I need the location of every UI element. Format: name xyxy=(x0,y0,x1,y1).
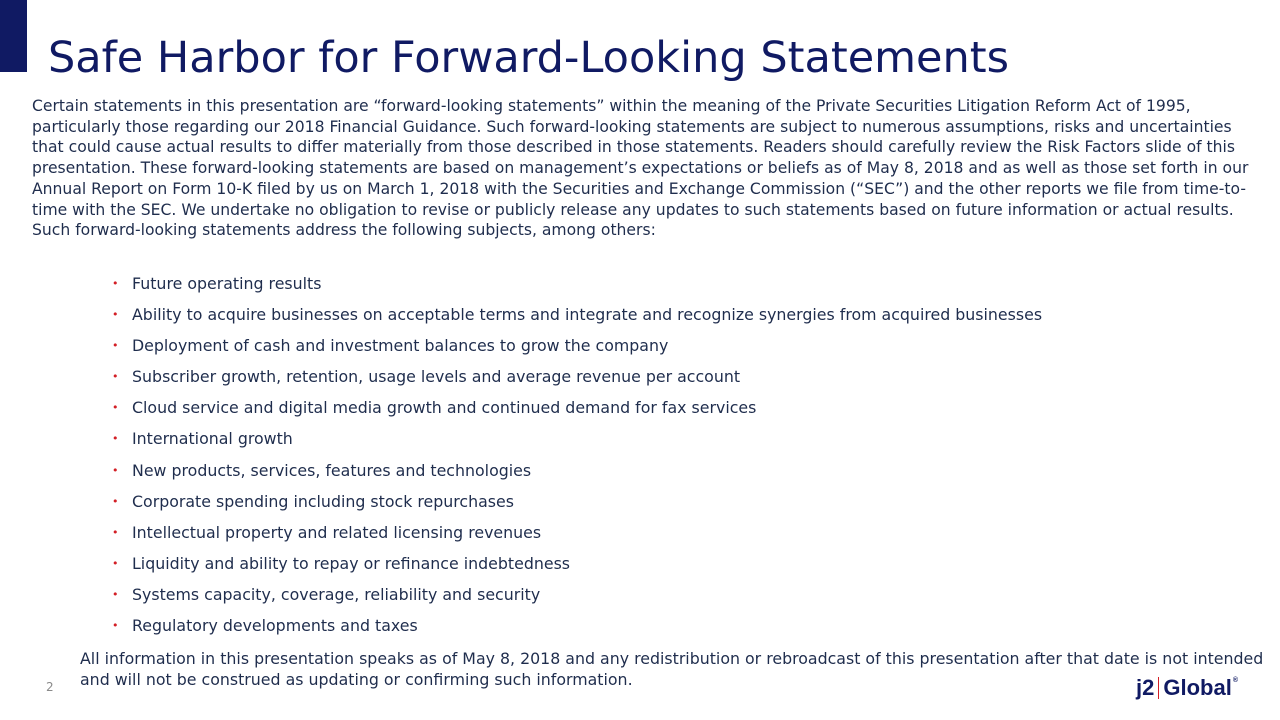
closing-paragraph: All information in this presentation speaks as of May 8, 2018 and any redistribution or rebroadcast of this presentation after that date is not intended and will not be construed as updating or confirming such information. xyxy=(80,649,1264,689)
j2-global-logo xyxy=(1136,674,1251,702)
list-item-text: International growth xyxy=(132,429,293,449)
list-item xyxy=(112,423,1042,454)
bullet-icon: • xyxy=(112,463,119,477)
list-item xyxy=(112,486,1042,517)
list-item xyxy=(112,299,1042,330)
bullet-icon: • xyxy=(112,308,119,322)
bullet-icon: • xyxy=(112,432,119,446)
list-item-text: Corporate spending including stock repurchases xyxy=(132,491,514,511)
logo-j2-text: j2 xyxy=(1136,675,1155,700)
slide-title: Safe Harbor for Forward-Looking Statements xyxy=(48,33,1010,83)
list-item-text: Cloud service and digital media growth and continued demand for fax services xyxy=(132,398,757,418)
subjects-list xyxy=(112,268,1042,641)
list-item-text: Systems capacity, coverage, reliability and security xyxy=(132,584,541,604)
logo-registered-mark: ® xyxy=(1232,677,1238,684)
list-item-text: Intellectual property and related licensing revenues xyxy=(132,522,542,542)
list-item-text: Subscriber growth, retention, usage levels and average revenue per account xyxy=(132,367,741,387)
bullet-icon: • xyxy=(112,494,119,508)
list-item xyxy=(112,517,1042,548)
bullet-icon: • xyxy=(112,556,119,570)
list-item-text: Regulatory developments and taxes xyxy=(132,616,418,636)
bullet-icon: • xyxy=(112,619,119,633)
bullet-icon: • xyxy=(112,525,119,539)
list-item xyxy=(112,361,1042,392)
logo-global-text: Global xyxy=(1163,675,1232,700)
list-item-text: Deployment of cash and investment balances to grow the company xyxy=(132,336,669,356)
list-item xyxy=(112,330,1042,361)
list-item-text: Ability to acquire businesses on acceptable terms and integrate and recognize synergies from acquired businesses xyxy=(132,305,1043,325)
list-item-text: Liquidity and ability to repay or refinance indebtedness xyxy=(132,553,571,573)
bullet-icon: • xyxy=(112,370,119,384)
bullet-icon: • xyxy=(112,277,119,290)
list-item xyxy=(112,548,1042,579)
slide-number: 2 xyxy=(46,680,54,694)
list-item-text: New products, services, features and technologies xyxy=(132,460,532,480)
title-accent-bar xyxy=(0,0,27,72)
list-item xyxy=(112,610,1042,641)
logo-divider xyxy=(1158,677,1159,699)
bullet-icon: • xyxy=(112,339,119,353)
list-item-text: Future operating results xyxy=(132,274,322,293)
intro-paragraph: Certain statements in this presentation are “forward-looking statements” within the meaning of the Private Securities Litigation Reform Act of 1995, particularly those regarding our 2018 Financial Guidance. Such forward-looking statements are subject to numerous assumptions, risks and uncertainties that could cause actual results to differ materially from those described in those statements. Readers should carefully review the Risk Factors slide of this presentation. These forward-looking statements are based on management’s expectations or beliefs as of May 8, 2018 and as well as those set forth in our Annual Report on Form 10-K filed by us on March 1, 2018 with the Securities and Exchange Commission (“SEC”) and the other reports we file from time-to-time with the SEC. We undertake no obligation to revise or publicly release any updates to such statements based on future information or actual results. Such forward-looking statements address the following subjects, among others: xyxy=(32,97,1249,240)
list-item xyxy=(112,392,1042,423)
list-item xyxy=(112,455,1042,486)
list-item xyxy=(112,268,1042,299)
bullet-icon: • xyxy=(112,401,119,415)
list-item xyxy=(112,579,1042,610)
bullet-icon: • xyxy=(112,587,119,601)
